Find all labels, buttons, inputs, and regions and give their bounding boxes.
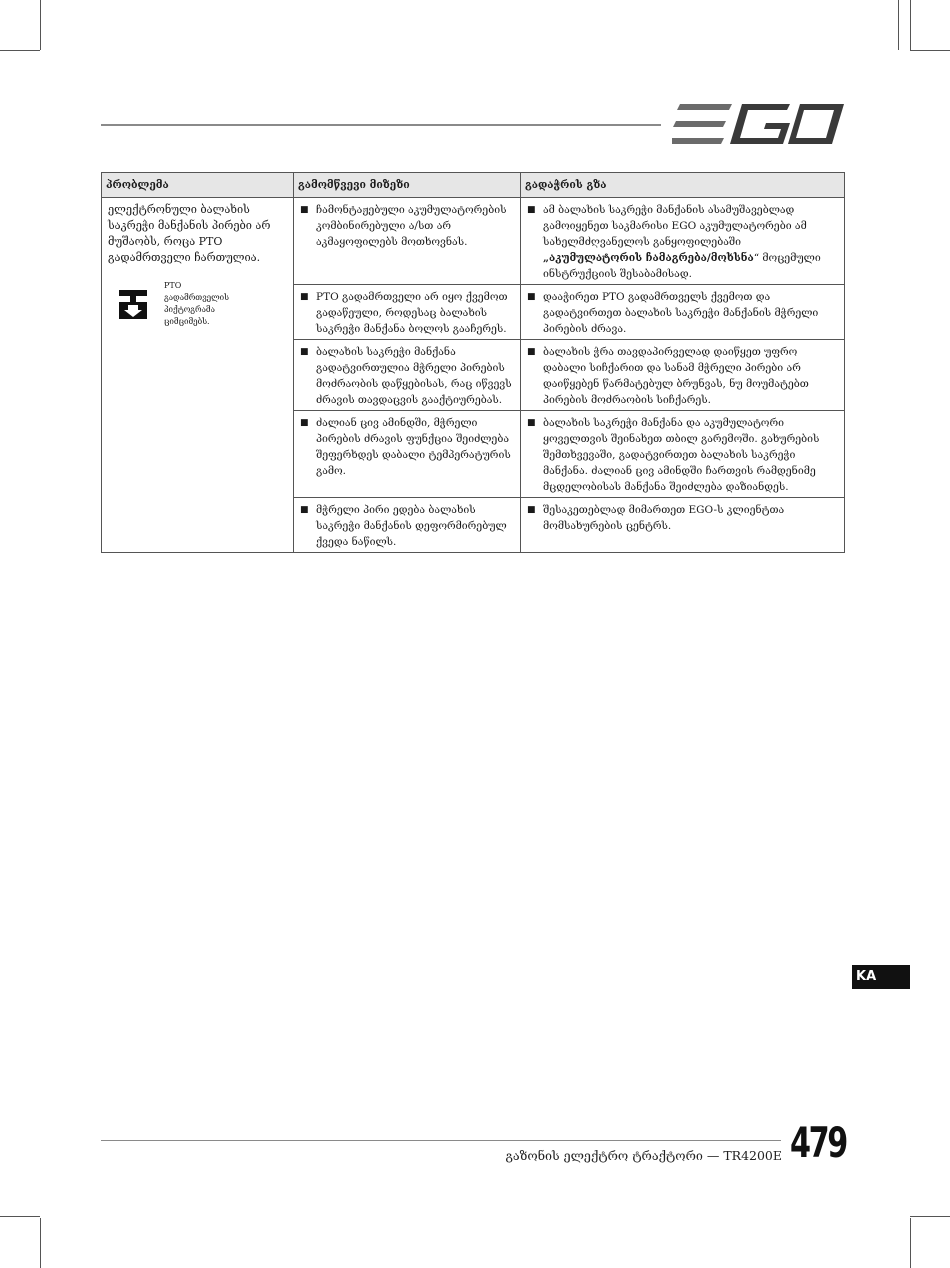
solution-cell: ■ ბალახის ჭრა თავდაპირველად დაიწყეთ უფრო დაბალი სიჩქარით და სანამ მჭრელი პირები არ დაიწყებენ წარმატებულ ბრუნვას, ნუ მოუმატებთ პირების მოძრაობის სიჩქარეს. <box>521 340 845 411</box>
crop-mark <box>898 0 899 50</box>
solution-cell: ■ ბალახის საკრეჭი მანქანა და აკუმულატორი ყოველთვის შეინახეთ თბილ გარემოში. გახურების შემთხვევაში, გადატვირთეთ ბალახის საკრეჭი მანქანა. ძალიან ცივ ამინდში ჩართვის რამდენიმე მცდელობისას მანქანა შეიძლება დაზიანდეს. <box>521 411 845 498</box>
cause-cell: ■ მჭრელი პირი ედება ბალახის საკრეჭი მანქანის დეფორმირებულ ქვედა ნაწილს. <box>294 498 521 553</box>
bullet-icon: ■ <box>527 205 536 215</box>
troubleshooting-table <box>101 172 845 553</box>
problem-cell <box>102 198 294 553</box>
solution-cell: ■ ამ ბალახის საკრეჭი მანქანის ასამუშავებლად გამოიყენეთ საკმარისი EGO აკუმულატორები ამ სახელმძღვანელოს განყოფილებაში „აკუმულატორის ჩამაგრება/მოხსნა“ მოცემული ინსტრუქციის შესაბამისად. <box>521 198 845 285</box>
header-cause: გამომწვევი მიზეზი <box>294 173 521 198</box>
bullet-icon: ■ <box>300 418 309 428</box>
cause-cell: ■ ძალიან ცივ ამინდში, მჭრელი პირების ძრავის ფუნქცია შეიძლება შეფერხდეს დაბალი ტემპერატურის გამო. <box>294 411 521 498</box>
pto-indicator <box>116 280 287 328</box>
crop-mark <box>0 1216 40 1217</box>
problem-text: ელექტრონული ბალახის საკრეჭი მანქანის პირები არ მუშაობს, როცა PTO გადამრთველი ჩართულია. <box>108 203 271 264</box>
pto-switch-icon <box>116 288 150 322</box>
bullet-icon: ■ <box>300 347 309 357</box>
table-row <box>102 198 845 285</box>
footer-title: გაზონის ელექტრო ტრაქტორი — TR4200E <box>505 1148 782 1163</box>
header-rule <box>101 124 661 126</box>
solution-cell: ■ დააჭირეთ PTO გადამრთველს ქვემოთ და გადატვირთეთ ბალახის საკრეჭი მანქანის მჭრელი პირების ძრავა. <box>521 285 845 340</box>
page-number: 479 <box>790 1118 846 1167</box>
bullet-icon: ■ <box>300 292 309 302</box>
crop-mark <box>40 1218 41 1268</box>
pto-icon-caption: PTO გადამრთველის პიქტოგრამა ციმციმებს. <box>164 281 230 326</box>
cause-cell: ■ ჩამონტაჟებული აკუმულატორების კომბინირებული ა/სთ არ აკმაყოფილებს მოთხოვნას. <box>294 198 521 285</box>
bullet-icon: ■ <box>527 347 536 357</box>
crop-mark <box>910 1216 950 1217</box>
cause-cell: ■ PTO გადამრთველი არ იყო ქვემოთ გადაწეული, როდესაც ბალახის საკრეჭი მანქანა ბოლოს გააჩერეს. <box>294 285 521 340</box>
crop-mark <box>40 0 41 50</box>
crop-mark <box>910 1218 911 1268</box>
crop-mark <box>0 50 40 51</box>
table-header-row <box>102 173 845 198</box>
section-reference: „აკუმულატორის ჩამაგრება/მოხსნა <box>543 252 754 264</box>
crop-mark <box>910 50 950 51</box>
bullet-icon: ■ <box>300 205 309 215</box>
bullet-icon: ■ <box>300 505 309 515</box>
crop-mark <box>910 0 911 50</box>
ego-logo <box>672 104 844 144</box>
solution-cell: ■ შესაკეთებლად მიმართეთ EGO-ს კლიენტთა მომსახურების ცენტრს. <box>521 498 845 553</box>
cause-cell: ■ ბალახის საკრეჭი მანქანა გადატვირთულია მჭრელი პირების მოძრაობის დაწყებისას, რაც იწვევს ძრავის თავდაცვის გააქტიურებას. <box>294 340 521 411</box>
header-solution: გადაჭრის გზა <box>521 173 845 198</box>
bullet-icon: ■ <box>527 292 536 302</box>
footer-rule <box>101 1140 781 1141</box>
language-tab: KA <box>852 965 910 989</box>
bullet-icon: ■ <box>527 418 536 428</box>
bullet-icon: ■ <box>527 505 536 515</box>
header-problem: პრობლემა <box>102 173 294 198</box>
